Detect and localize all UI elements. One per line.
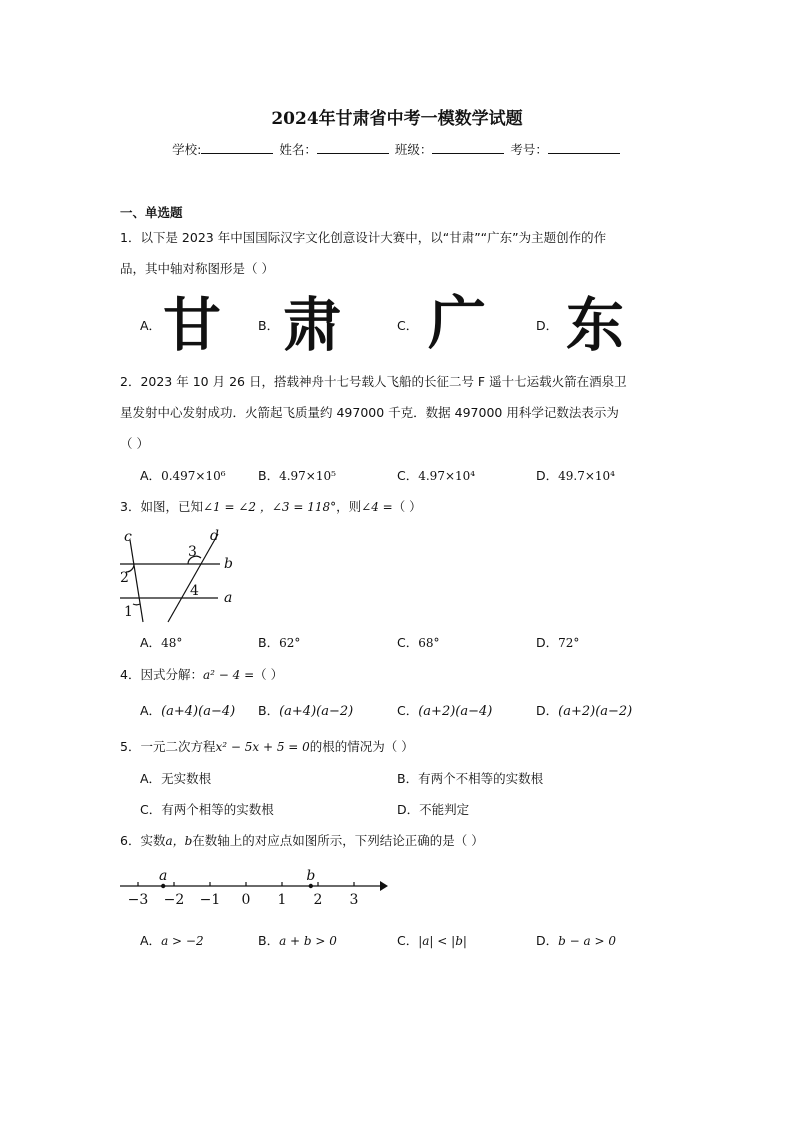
q6-option-d xyxy=(536,931,616,949)
q3-option-d-label: D． xyxy=(536,635,559,650)
label-b: b xyxy=(224,556,233,572)
q4-option-a-value: (a+4)(a−4) xyxy=(161,704,236,719)
angle-1-arc xyxy=(133,604,140,605)
q6-math: a，b xyxy=(165,834,193,848)
label-c: c xyxy=(124,529,132,545)
q2-option-b-value: 4.97×10⁵ xyxy=(279,469,336,483)
q6-option-a xyxy=(140,931,204,949)
q2-option-a-label: A． xyxy=(140,468,162,483)
q6-option-d-label: D． xyxy=(536,933,559,948)
number-line-point-label-a: a xyxy=(159,868,168,884)
q6-option-b-value: a + b > 0 xyxy=(279,934,337,948)
q5-option-b xyxy=(397,769,543,787)
q3-option-a xyxy=(140,633,182,651)
q4-option-c-value: (a+2)(a−4) xyxy=(418,704,493,719)
number-line-point-label-b: b xyxy=(306,868,316,884)
q3-option-c-label: C． xyxy=(397,635,419,650)
q3-option-b xyxy=(258,633,300,651)
q3-option-a-label: A． xyxy=(140,635,162,650)
q2-option-d xyxy=(536,466,615,484)
label-d: d xyxy=(210,528,219,544)
q5-option-d-value: 不能判定 xyxy=(419,802,470,817)
q1-option-a-glyph: 甘 xyxy=(163,291,222,359)
class-label: 班级： xyxy=(394,142,433,157)
q3-figure xyxy=(118,524,248,624)
q6-option-b xyxy=(258,931,337,949)
q4-option-a xyxy=(140,701,235,719)
q5-text-end: 的根的情况为（ ） xyxy=(309,739,414,754)
q6-option-b-label: B． xyxy=(258,933,280,948)
q2-option-a-value: 0.497×10⁶ xyxy=(161,469,226,483)
exam-no-field[interactable] xyxy=(548,141,620,154)
number-line-arrow-icon xyxy=(380,881,388,891)
q1-option-d-label: D． xyxy=(536,318,559,333)
q2-option-b-label: B． xyxy=(258,468,280,483)
q5-math: x² − 5x + 5 = 0 xyxy=(215,740,310,754)
number-line-tick-label: 0 xyxy=(241,892,251,908)
q4-line1 xyxy=(120,665,283,683)
number-line-point-a xyxy=(161,884,165,888)
q6-option-a-label: A． xyxy=(140,933,162,948)
q3-text-post: ，则 xyxy=(336,499,362,514)
q2-option-c-value: 4.97×10⁴ xyxy=(418,469,476,483)
school-field[interactable] xyxy=(201,141,273,154)
q2-line1: 2．2023 年 10 月 26 日，搭载神舟十七号载人飞船的长征二号 F 遥十七运载火箭在酒泉卫 xyxy=(120,374,627,389)
q3-option-d xyxy=(536,633,579,651)
q3-math1: ∠1 = ∠2 ，∠3 = 118° xyxy=(202,500,337,514)
q4-text-end: （ ） xyxy=(254,667,284,682)
q6-option-a-value: a > −2 xyxy=(161,934,204,948)
q6-text-pre: 6．实数 xyxy=(120,833,166,848)
q1-option-b-label: B． xyxy=(258,318,280,333)
exam-no-label: 考号： xyxy=(510,142,548,157)
q4-option-c-label: C． xyxy=(397,703,419,718)
number-line-tick-label: −2 xyxy=(163,892,185,908)
class-field[interactable] xyxy=(432,141,504,154)
q1-option-c-label: C． xyxy=(397,318,419,333)
q5-option-b-label: B． xyxy=(397,771,419,786)
q3-text-end: （ ） xyxy=(392,499,422,514)
q4-option-d-label: D． xyxy=(536,703,559,718)
q4-option-b-label: B． xyxy=(258,703,280,718)
q4-option-c xyxy=(397,701,492,719)
label-a: a xyxy=(224,590,233,606)
q4-option-b-value: (a+4)(a−2) xyxy=(279,704,354,719)
q4-option-a-label: A． xyxy=(140,703,162,718)
q3-option-a-value: 48° xyxy=(161,636,183,650)
number-line-tick-label: −1 xyxy=(199,892,221,908)
q5-option-a-value: 无实数根 xyxy=(161,771,212,786)
q4-option-b xyxy=(258,701,353,719)
q2-line2: 星发射中心发射成功．火箭起飞质量约 497000 千克．数据 497000 用科学记数法表示为 xyxy=(120,405,619,420)
q3-option-c xyxy=(397,633,440,651)
page-title: 2024年甘肃省中考一模数学试题 xyxy=(271,109,523,129)
number-line-tick-label: 3 xyxy=(349,892,359,908)
q2-option-d-value: 49.7×10⁴ xyxy=(558,469,615,483)
number-line-tick-label: 1 xyxy=(277,892,287,908)
q6-option-c xyxy=(397,931,467,949)
label-3: 3 xyxy=(188,544,197,560)
q2-line3: （ ） xyxy=(120,436,149,451)
q2-option-c-label: C． xyxy=(397,468,419,483)
student-info-line xyxy=(0,140,794,158)
q4-math: a² − 4 = xyxy=(202,668,255,682)
q5-line1 xyxy=(120,737,414,755)
q2-option-b xyxy=(258,466,336,484)
number-line-tick-label: 2 xyxy=(313,892,323,908)
q2-option-a xyxy=(140,466,226,484)
q1-line1: 1．以下是 2023 年中国国际汉字文化创意设计大赛中，以“甘肃”“广东”为主题创作的作 xyxy=(120,230,607,245)
q5-option-a-label: A． xyxy=(140,771,162,786)
q1-line2: 品，其中轴对称图形是（ ） xyxy=(120,261,274,276)
q3-option-b-value: 62° xyxy=(279,636,301,650)
q5-text-pre: 5．一元二次方程 xyxy=(120,739,216,754)
q5-option-a xyxy=(140,769,211,787)
q1-option-a-label: A． xyxy=(140,318,162,333)
name-field[interactable] xyxy=(317,141,389,154)
q5-option-d-label: D． xyxy=(397,802,420,817)
name-label: 姓名： xyxy=(279,142,317,157)
q4-text-pre: 4．因式分解： xyxy=(120,667,203,682)
q6-option-c-value: |a| < |b| xyxy=(418,934,467,948)
q3-option-c-value: 68° xyxy=(418,636,440,650)
q3-line1 xyxy=(120,497,422,515)
q5-option-b-value: 有两个不相等的实数根 xyxy=(418,771,544,786)
q3-text-pre: 3．如图，已知 xyxy=(120,499,203,514)
q3-option-b-label: B． xyxy=(258,635,280,650)
q6-option-d-value: b − a > 0 xyxy=(558,934,616,948)
school-label: 学校: xyxy=(172,142,202,157)
q5-option-d xyxy=(397,800,469,818)
q5-option-c-value: 有两个相等的实数根 xyxy=(161,802,274,817)
q5-option-c-label: C． xyxy=(140,802,162,817)
label-2: 2 xyxy=(120,570,129,586)
q2-option-d-label: D． xyxy=(536,468,559,483)
q5-option-c xyxy=(140,800,274,818)
q1-option-b-glyph: 肃 xyxy=(283,291,342,359)
label-1: 1 xyxy=(124,604,133,620)
q2-option-c xyxy=(397,466,475,484)
q4-option-d xyxy=(536,701,632,719)
label-4: 4 xyxy=(190,583,199,599)
number-line-point-b xyxy=(309,884,313,888)
q6-text-end: 在数轴上的对应点如图所示，下列结论正确的是（ ） xyxy=(192,833,484,848)
q6-number-line xyxy=(118,866,393,912)
q6-line1 xyxy=(120,831,484,849)
section-title: 一、单选题 xyxy=(120,205,183,220)
q1-option-d-glyph: 东 xyxy=(566,291,625,359)
q3-option-d-value: 72° xyxy=(558,636,580,650)
number-line-tick-label: −3 xyxy=(127,892,149,908)
q1-option-c-glyph: 广 xyxy=(428,289,487,357)
q3-math2: ∠4 = xyxy=(361,500,393,514)
q6-option-c-label: C． xyxy=(397,933,419,948)
q4-option-d-value: (a+2)(a−2) xyxy=(558,704,633,719)
